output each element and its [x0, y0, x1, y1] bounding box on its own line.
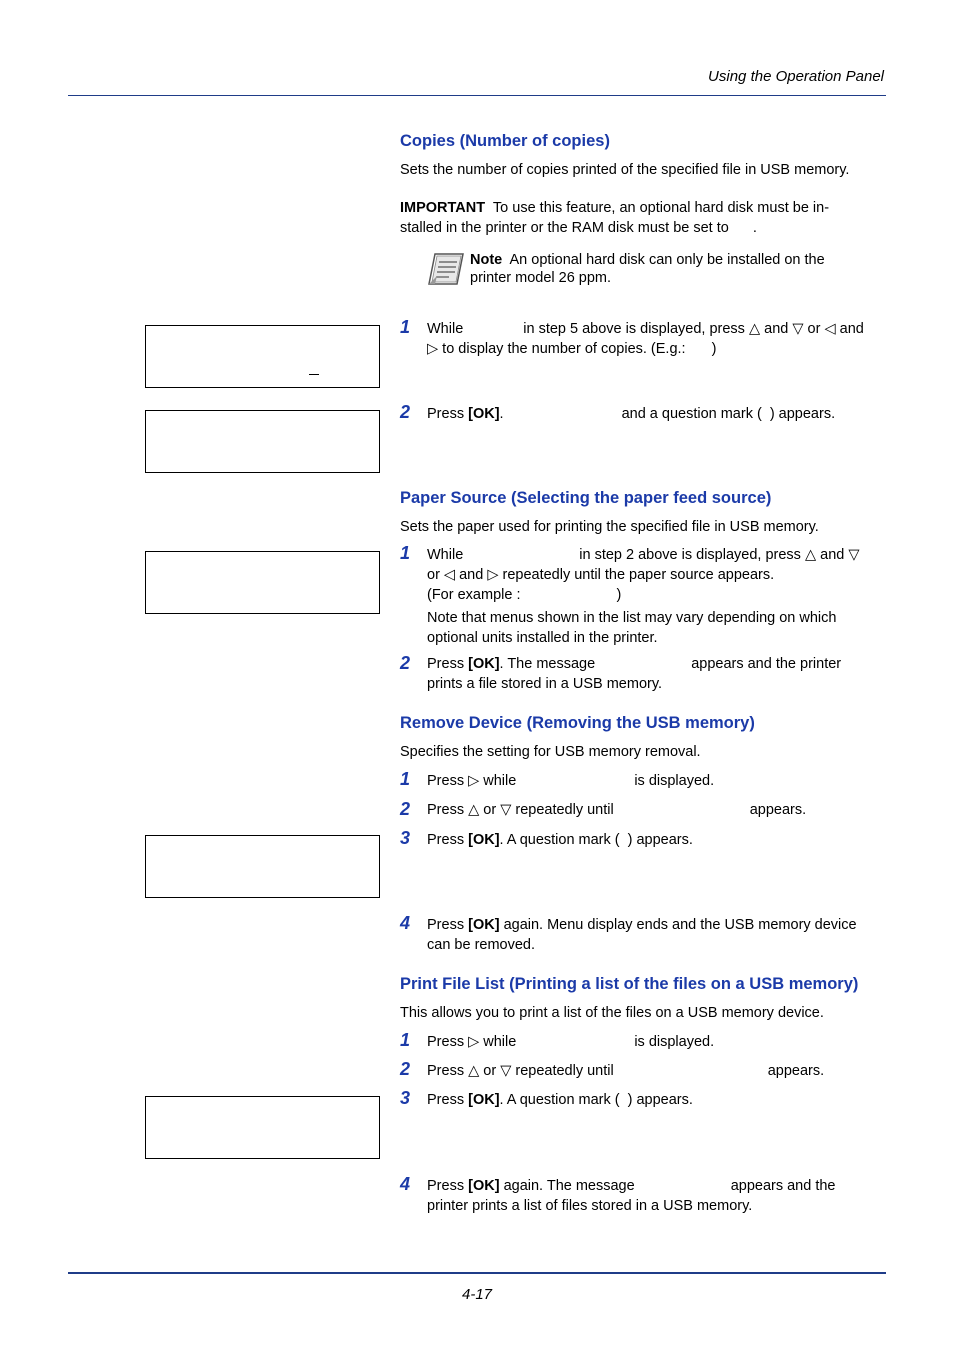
- remove-device-step-1-text: Press ▷ while is displayed.: [427, 773, 715, 789]
- running-header: Using the Operation Panel: [708, 68, 884, 85]
- print-file-list-step-1-number: 1: [400, 1030, 411, 1050]
- lcd-display-remove-device: [145, 835, 380, 898]
- print-file-list-heading: Print File List (Printing a list of the files on a USB memory): [400, 975, 859, 993]
- copies-step-2-text: Press [OK]. and a question mark ( ) appears.: [427, 406, 836, 422]
- header-rule: [68, 95, 886, 96]
- footer-rule: [68, 1272, 886, 1274]
- paper-source-step-1-number: 1: [400, 543, 411, 563]
- important-text-2: stalled in the printer or the RAM disk must be set to: [400, 220, 729, 236]
- important-label: IMPORTANT: [400, 200, 486, 216]
- print-file-list-step-2-text: Press △ or ▽ repeatedly until appears.: [427, 1063, 825, 1079]
- print-file-list-step-1-text: Press ▷ while is displayed.: [427, 1034, 715, 1050]
- remove-device-heading: Remove Device (Removing the USB memory): [400, 714, 755, 732]
- lcd-display-paper-source: [145, 551, 380, 614]
- remove-device-step-1-number: 1: [400, 769, 411, 789]
- print-file-list-step-3-text: Press [OK]. A question mark ( ) appears.: [427, 1092, 693, 1108]
- print-file-list-intro: This allows you to print a list of the files on a USB memory device.: [400, 1005, 824, 1021]
- copies-important: IMPORTANT To use this feature, an optional hard disk must be in- stalled in the printer or the RAM disk must be set to .: [400, 200, 830, 236]
- remove-device-step-2-number: 2: [400, 799, 411, 819]
- copies-intro: Sets the number of copies printed of the specified file in USB memory.: [400, 162, 850, 178]
- note-label: Note: [470, 252, 503, 268]
- remove-device-step-3-number: 3: [400, 828, 411, 848]
- remove-device-step-3-text: Press [OK]. A question mark ( ) appears.: [427, 832, 693, 848]
- copies-step-1-text: While in step 5 above is displayed, press △ and ▽ or ◁ and ▷ to display the number of copies. (E.g.: ): [427, 321, 864, 357]
- paper-source-step-2-number: 2: [400, 653, 411, 673]
- copies-note: [470, 251, 890, 287]
- remove-device-step-4-text: Press [OK] again. Menu display ends and the USB memory device can be removed.: [427, 917, 857, 953]
- lcd-cursor: [309, 374, 319, 375]
- page-number: 4-17: [461, 1286, 493, 1303]
- print-file-list-step-4-text: Press [OK] again. The message appears and the printer prints a list of files stored in a USB memory.: [427, 1178, 836, 1214]
- lcd-display-copies: [145, 325, 380, 388]
- lcd-display-copies-confirm: [145, 410, 380, 473]
- print-file-list-step-2-number: 2: [400, 1059, 411, 1079]
- print-file-list-step-3-number: 3: [400, 1088, 411, 1108]
- note-text-2: printer model 26 ppm.: [470, 270, 612, 286]
- lcd-display-print-file-list: [145, 1096, 380, 1159]
- copies-step-1-number: 1: [400, 317, 411, 337]
- note-text-1: An optional hard disk can only be installed on the: [509, 252, 825, 268]
- remove-device-step-4-number: 4: [400, 913, 411, 933]
- paper-source-step-1-text: While in step 2 above is displayed, press △ and ▽ or ◁ and ▷ repeatedly until the paper source appears. (For example : ): [427, 547, 860, 603]
- important-text-1: To use this feature, an optional hard disk must be in-: [492, 200, 830, 216]
- note-icon: [427, 252, 465, 286]
- paper-source-intro: Sets the paper used for printing the specified file in USB memory.: [400, 519, 819, 535]
- copies-step-2-number: 2: [400, 402, 411, 422]
- remove-device-intro: Specifies the setting for USB memory removal.: [400, 744, 701, 760]
- print-file-list-step-4-number: 4: [400, 1174, 411, 1194]
- paper-source-heading: Paper Source (Selecting the paper feed source): [400, 489, 772, 507]
- copies-heading: Copies (Number of copies): [400, 132, 610, 150]
- paper-source-step-1-note: Note that menus shown in the list may vary depending on which optional units installed in the printer.: [427, 610, 837, 646]
- paper-source-step-2-text: Press [OK]. The message appears and the printer prints a file stored in a USB memory.: [427, 656, 842, 692]
- remove-device-step-2-text: Press △ or ▽ repeatedly until appears.: [427, 802, 807, 818]
